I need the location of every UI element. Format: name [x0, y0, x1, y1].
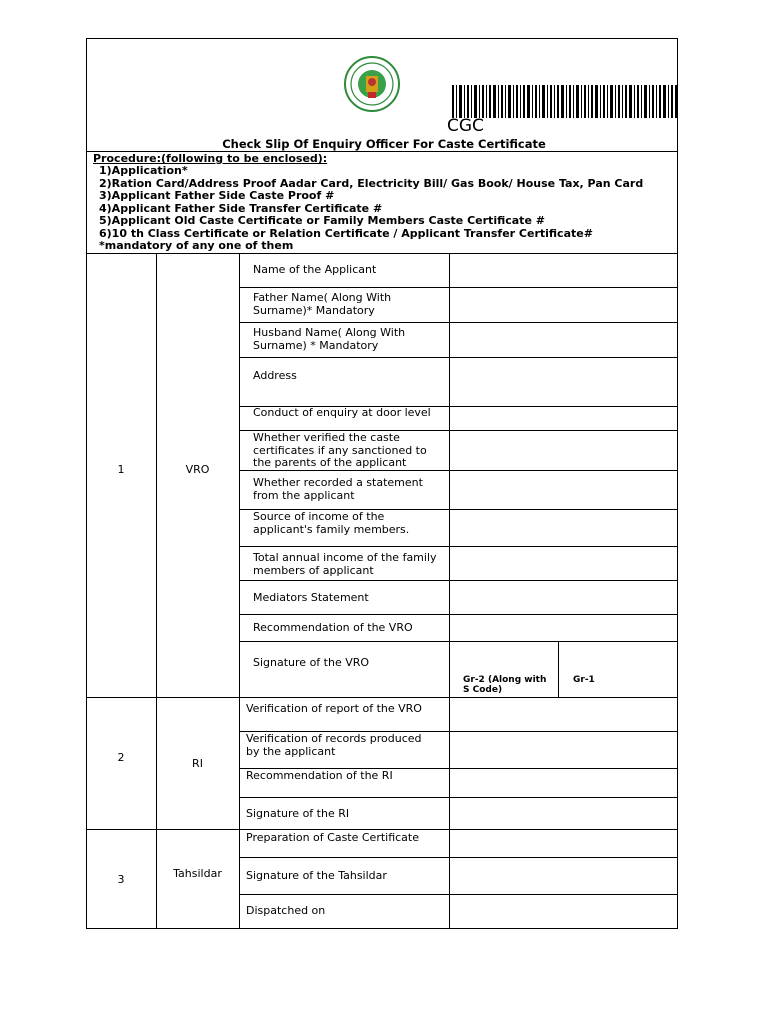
procedure-item: 1)Application* — [99, 164, 188, 177]
field-label: Name of the Applicant — [253, 263, 377, 276]
row-line — [239, 546, 678, 547]
procedure-item: 3)Applicant Father Side Caste Proof # — [99, 189, 335, 202]
form-border-left — [86, 38, 87, 929]
field-label: Recommendation of the RI — [246, 769, 393, 782]
section-divider — [86, 697, 678, 698]
row-line — [239, 614, 678, 615]
signature-grade-gr2: Gr-2 (Along with S Code) — [463, 675, 547, 695]
field-label: Total annual income of the family members of applicant — [253, 551, 437, 577]
field-label: Signature of the RI — [246, 807, 350, 820]
officer-name: VRO — [185, 463, 210, 476]
section-number: 3 — [117, 873, 125, 886]
field-label: Verification of records produced by the applicant — [246, 732, 422, 758]
field-label: Husband Name( Along With Surname) * Mandatory — [253, 326, 406, 352]
field-label: Signature of the VRO — [253, 656, 370, 669]
col-divider-officer — [156, 253, 157, 928]
field-label: Signature of the Tahsildar — [246, 869, 387, 882]
procedure-heading: Procedure:(following to be enclosed): — [93, 152, 328, 165]
row-line — [239, 857, 678, 858]
form-border-top — [86, 38, 678, 39]
section-number: 1 — [117, 463, 125, 476]
section-number: 2 — [117, 751, 125, 764]
officer-name: RI — [192, 757, 203, 770]
procedure-item: 6)10 th Class Certificate or Relation Certificate / Applicant Transfer Certificate# — [99, 227, 593, 240]
government-seal-logo — [344, 56, 400, 112]
form-border-bottom — [86, 928, 678, 929]
page-title: Check Slip Of Enquiry Officer For Caste Certificate — [222, 137, 546, 151]
procedure-item: 4)Applicant Father Side Transfer Certificate # — [99, 202, 383, 215]
row-line — [239, 470, 678, 471]
officer-name: Tahsildar — [173, 867, 222, 880]
col-divider-value — [449, 253, 450, 928]
procedure-item: 5)Applicant Old Caste Certificate or Family Members Caste Certificate # — [99, 214, 545, 227]
field-label: Recommendation of the VRO — [253, 621, 413, 634]
field-label: Whether verified the caste certificates if any sanctioned to the parents of the applicant — [253, 431, 427, 469]
field-label: Father Name( Along With Surname)* Mandatory — [253, 291, 392, 317]
field-label: Whether recorded a statement from the applicant — [253, 476, 423, 502]
row-line — [239, 894, 678, 895]
row-line — [239, 287, 678, 288]
field-label: Conduct of enquiry at door level — [253, 406, 431, 419]
procedure-note: *mandatory of any one of them — [99, 239, 294, 252]
form-border-right — [677, 38, 678, 929]
field-label: Verification of report of the VRO — [246, 702, 422, 715]
field-label: Dispatched on — [246, 904, 326, 917]
row-line — [239, 580, 678, 581]
col-divider-item — [239, 253, 240, 928]
field-label: Address — [253, 369, 297, 382]
signature-grade-gr1: Gr-1 — [573, 675, 595, 685]
row-line — [239, 322, 678, 323]
row-line — [239, 797, 678, 798]
field-label: Preparation of Caste Certificate — [246, 831, 420, 844]
col-divider-signature-grade — [558, 641, 559, 697]
barcode-text: CGC — [447, 116, 484, 136]
field-label: Source of income of the applicant's family members. — [253, 510, 410, 536]
field-label: Mediators Statement — [253, 591, 369, 604]
barcode — [452, 85, 678, 118]
table-top-border — [86, 253, 678, 254]
section-divider — [86, 829, 678, 830]
procedure-item: 2)Ration Card/Address Proof Aadar Card, Electricity Bill/ Gas Book/ House Tax, Pan Card — [99, 177, 644, 190]
row-line — [239, 357, 678, 358]
row-line — [239, 641, 678, 642]
